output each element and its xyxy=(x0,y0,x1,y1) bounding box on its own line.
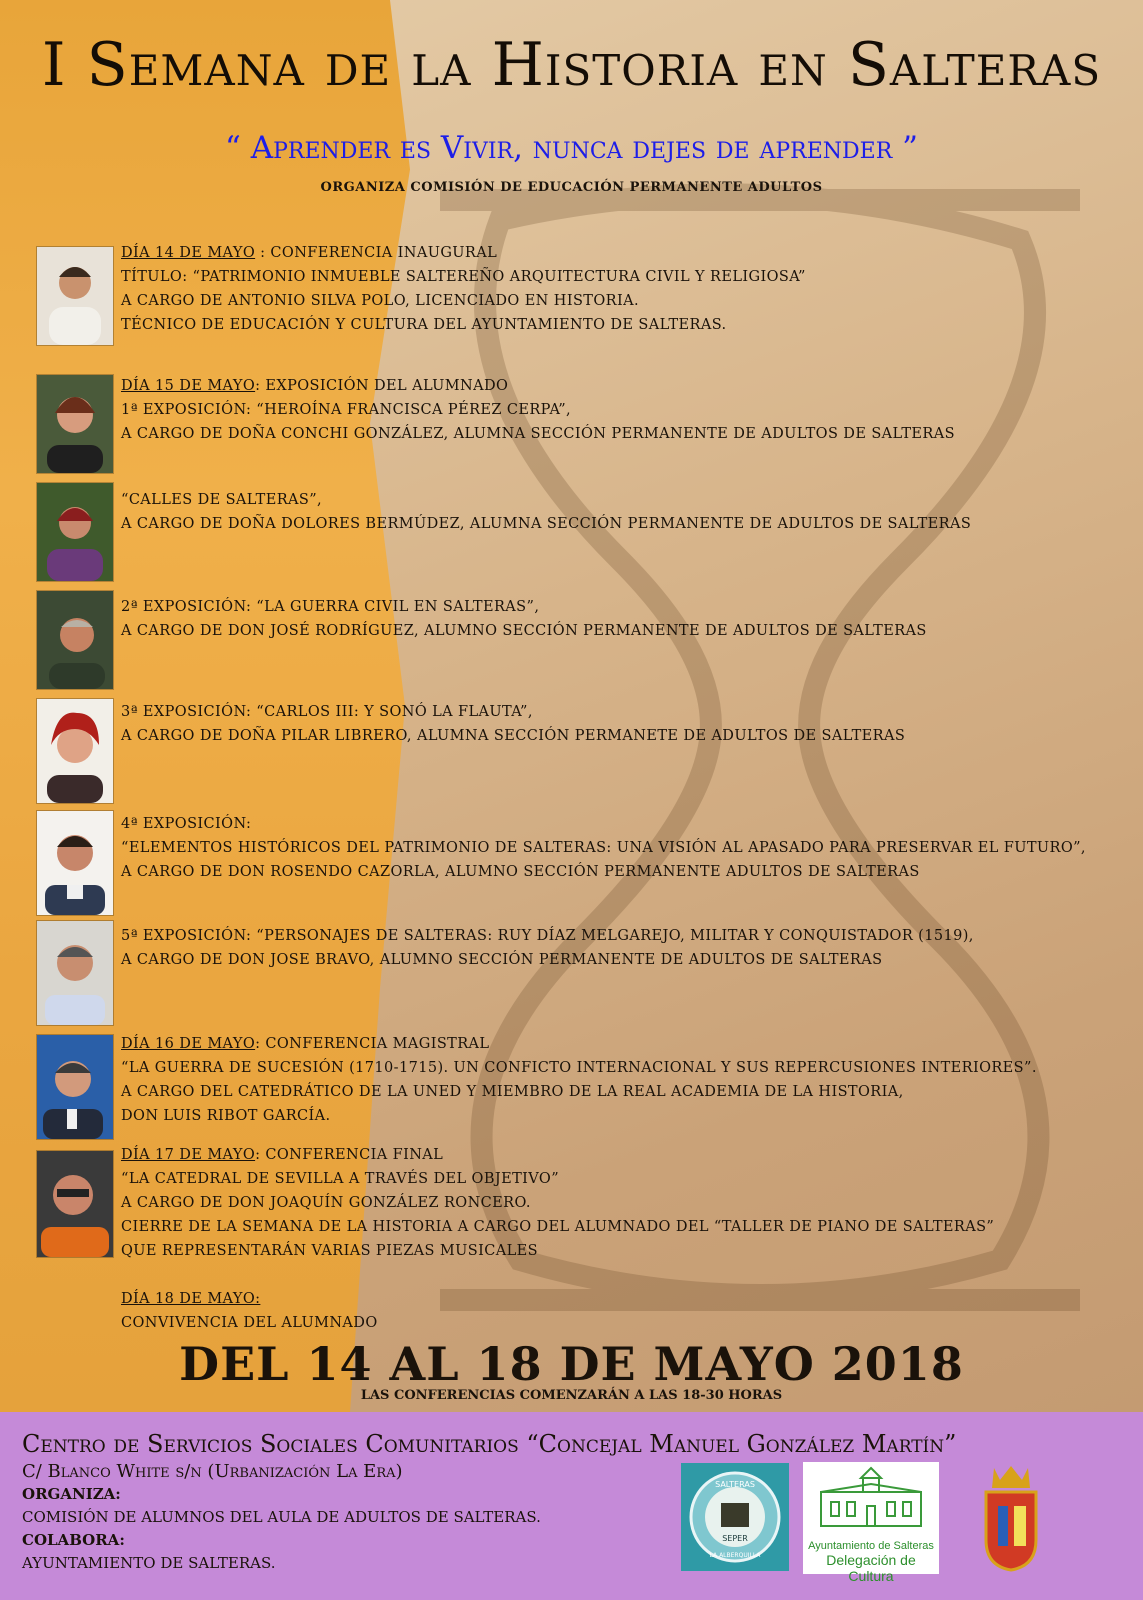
ayto-name: Ayuntamiento de Salteras xyxy=(808,1540,934,1552)
entry-line: CIERRE DE LA SEMANA DE LA HISTORIA A CARGO DEL ALUMNADO DEL “TALLER DE PIANO DE SALTERAS” xyxy=(121,1219,995,1235)
seper-mid-text: SEPER xyxy=(722,1534,748,1543)
entry-line: “ELEMENTOS HISTÓRICOS DEL PATRIMONIO DE SALTERAS: UNA VISIÓN AL APASADO PARA PRESERVAR EL FUTURO”, xyxy=(121,840,1086,856)
entry-line: TÉCNICO DE EDUCACIÓN Y CULTURA DEL AYUNTAMIENTO DE SALTERAS. xyxy=(121,317,727,333)
seper-logo xyxy=(681,1463,789,1571)
entry-day14 xyxy=(121,241,1131,337)
entry-line: 5ª EXPOSICIÓN: “PERSONAJES DE SALTERAS: RUY DÍAZ MELGAREJO, MILITAR Y CONQUISTADOR (1519), xyxy=(121,928,974,944)
entry-line: A CARGO DEL CATEDRÁTICO DE LA UNED Y MIEMBRO DE LA REAL ACADEMIA DE LA HISTORIA, xyxy=(121,1084,904,1100)
colabora-label: COLABORA: xyxy=(22,1531,125,1549)
center-name: Centro de Servicios Sociales Comunitarios “Concejal Manuel González Martín” xyxy=(22,1430,957,1458)
entry-day15 xyxy=(121,374,1131,446)
entry-line: DON LUIS RIBOT GARCÍA. xyxy=(121,1108,331,1124)
speaker-photo-3 xyxy=(36,482,114,582)
entry-line: A CARGO DE DOÑA CONCHI GONZÁLEZ, ALUMNA SECCIÓN PERMANENTE DE ADULTOS DE SALTERAS xyxy=(121,426,955,442)
start-time-note: LAS CONFERENCIAS COMENZARÁN A LAS 18-30 HORAS xyxy=(360,1388,783,1403)
entry-line: A CARGO DE DOÑA DOLORES BERMÚDEZ, ALUMNA SECCIÓN PERMANENTE DE ADULTOS DE SALTERAS xyxy=(121,516,972,532)
entry-line: A CARGO DE DON JOAQUÍN GONZÁLEZ RONCERO. xyxy=(121,1195,531,1211)
coat-of-arms-icon xyxy=(980,1462,1042,1574)
entry-day16 xyxy=(121,1032,1131,1128)
date-label: DÍA 16 DE MAYO xyxy=(121,1036,256,1052)
entry-line: A CARGO DE DON ROSENDO CAZORLA, ALUMNO SECCIÓN PERMANENTE ADULTOS DE SALTERAS xyxy=(121,864,920,880)
ayto-delegacion: Delegación de Cultura xyxy=(826,1552,916,1584)
date-label: DÍA 14 DE MAYO xyxy=(121,245,256,261)
speaker-photo-9 xyxy=(36,1150,114,1258)
organiza-value: COMISIÓN DE ALUMNOS DEL AULA DE ADULTOS DE SALTERAS. xyxy=(22,1508,541,1526)
entry-line: TÍTULO: “PATRIMONIO INMUEBLE SALTEREÑO ARQUITECTURA CIVIL Y RELIGIOSA” xyxy=(121,269,806,285)
entry-exposicion-3 xyxy=(121,700,1131,748)
event-date-range: DEL 14 AL 18 DE MAYO 2018 xyxy=(179,1337,964,1391)
poster-subtitle: “ Aprender es Vivir, nunca dejes de aprender ” xyxy=(225,130,918,166)
entry-day17 xyxy=(121,1143,1131,1263)
entry-line: A CARGO DE DON JOSE BRAVO, ALUMNO SECCIÓN PERMANENTE DE ADULTOS DE SALTERAS xyxy=(121,952,883,968)
entry-line: A CARGO DE DON JOSÉ RODRÍGUEZ, ALUMNO SECCIÓN PERMANENTE DE ADULTOS DE SALTERAS xyxy=(121,623,927,639)
entry-exposicion-2 xyxy=(121,595,1131,643)
entry-line: “CALLES DE SALTERAS”, xyxy=(121,492,323,508)
date-label: DÍA 15 DE MAYO xyxy=(121,378,256,394)
entry-exposicion-4 xyxy=(121,812,1131,884)
entry-exposicion-5 xyxy=(121,924,1131,972)
entry-line: QUE REPRESENTARÁN VARIAS PIEZAS MUSICALES xyxy=(121,1243,538,1259)
speaker-photo-8 xyxy=(36,1034,114,1140)
entry-line: 2ª EXPOSICIÓN: “LA GUERRA CIVIL EN SALTERAS”, xyxy=(121,599,540,615)
entry-line: 1ª EXPOSICIÓN: “HEROÍNA FRANCISCA PÉREZ CERPA”, xyxy=(121,402,572,418)
entry-calles xyxy=(121,488,1131,536)
speaker-photo-6 xyxy=(36,810,114,916)
town-hall-icon xyxy=(811,1462,931,1532)
footer-text xyxy=(22,1428,1132,1575)
colabora-value: AYUNTAMIENTO DE SALTERAS. xyxy=(22,1554,276,1572)
entry-line: DÍA 15 DE MAYO: EXPOSICIÓN DEL ALUMNADO xyxy=(121,378,509,394)
entry-line: “LA GUERRA DE SUCESIÓN (1710-1715). UN CONFICTO INTERNACIONAL Y SUS REPERCUSIONES INTERIORES”. xyxy=(121,1060,1037,1076)
center-address: C/ Blanco White s/n (Urbanización La Era) xyxy=(22,1461,403,1482)
date-label: DÍA 18 DE MAYO: xyxy=(121,1291,261,1307)
entry-line: DÍA 17 DE MAYO: CONFERENCIA FINAL xyxy=(121,1147,444,1163)
ayuntamiento-logo xyxy=(803,1462,939,1584)
entry-line: DÍA 14 DE MAYO : CONFERENCIA INAUGURAL xyxy=(121,245,498,261)
seper-badge-icon xyxy=(687,1469,783,1565)
speaker-photo-4 xyxy=(36,590,114,690)
seper-bottom-text: LA ALBERQUILLA xyxy=(709,1552,761,1559)
entry-line: “LA CATEDRAL DE SEVILLA A TRAVÉS DEL OBJETIVO” xyxy=(121,1171,560,1187)
organizer-line: ORGANIZA COMISIÓN DE EDUCACIÓN PERMANENTE ADULTOS xyxy=(320,180,823,195)
seper-top-text: SALTERAS xyxy=(715,1480,755,1489)
footer-panel xyxy=(0,1412,1143,1600)
entry-day18 xyxy=(121,1287,1131,1335)
entry-line: 4ª EXPOSICIÓN: xyxy=(121,816,252,832)
speaker-photo-2 xyxy=(36,374,114,474)
entry-line: A CARGO DE DOÑA PILAR LIBRERO, ALUMNA SECCIÓN PERMANETE DE ADULTOS DE SALTERAS xyxy=(121,728,906,744)
speaker-photo-5 xyxy=(36,698,114,804)
poster-title: I Semana de la Historia en Salteras xyxy=(41,30,1102,100)
speaker-photo-1 xyxy=(36,246,114,346)
speaker-photo-7 xyxy=(36,920,114,1026)
entry-line: 3ª EXPOSICIÓN: “CARLOS III: Y SONÓ LA FLAUTA”, xyxy=(121,704,533,720)
date-label: DÍA 17 DE MAYO xyxy=(121,1147,256,1163)
entry-line: CONVIVENCIA DEL ALUMNADO xyxy=(121,1315,378,1331)
entry-line: DÍA 16 DE MAYO: CONFERENCIA MAGISTRAL xyxy=(121,1036,490,1052)
entry-line: A CARGO DE ANTONIO SILVA POLO, LICENCIADO EN HISTORIA. xyxy=(121,293,639,309)
organiza-label: ORGANIZA: xyxy=(22,1485,121,1503)
